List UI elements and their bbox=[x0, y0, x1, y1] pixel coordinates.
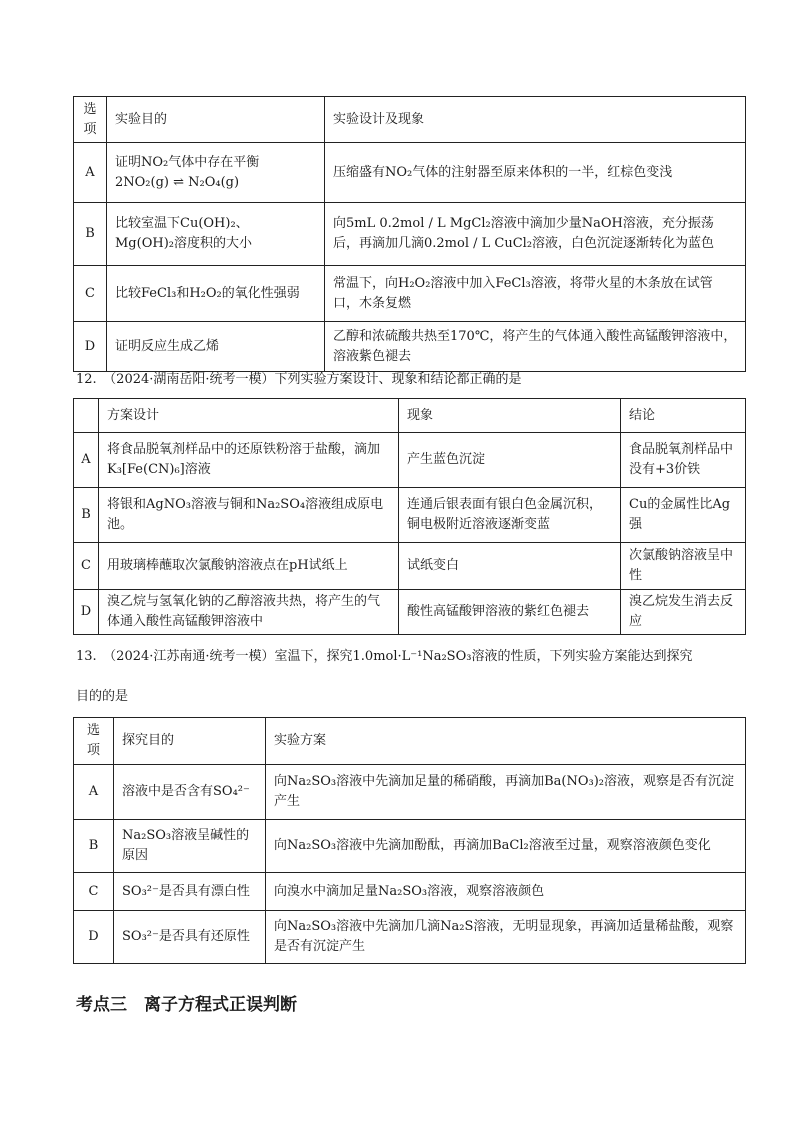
header-option bbox=[74, 399, 99, 433]
table-row bbox=[74, 266, 746, 322]
design-cell: 将银和AgNO₃溶液与铜和Na₂SO₄溶液组成原电池。 bbox=[99, 488, 399, 543]
option-label: A bbox=[74, 765, 114, 820]
header-purpose: 实验目的 bbox=[107, 97, 325, 143]
header-option: 选 项 bbox=[74, 718, 114, 765]
purpose-cell: 证明反应生成乙烯 bbox=[107, 322, 325, 372]
conclusion-cell: Cu的金属性比Ag强 bbox=[621, 488, 746, 543]
table-header-row bbox=[74, 97, 746, 143]
experiment-table-3 bbox=[73, 717, 746, 964]
header-purpose: 探究目的 bbox=[114, 718, 266, 765]
table-header-row bbox=[74, 718, 746, 765]
option-label: C bbox=[74, 543, 99, 590]
option-label: A bbox=[74, 143, 107, 203]
design-cell: 溴乙烷与氢氧化钠的乙醇溶液共热，将产生的气体通入酸性高锰酸钾溶液中 bbox=[99, 590, 399, 635]
purpose-cell: Na₂SO₃溶液呈碱性的原因 bbox=[114, 820, 266, 873]
option-label: B bbox=[74, 820, 114, 873]
header-phenomenon: 现象 bbox=[399, 399, 621, 433]
plan-cell: 向Na₂SO₃溶液中先滴加酚酞，再滴加BaCl₂溶液至过量，观察溶液颜色变化 bbox=[266, 820, 746, 873]
section-heading: 考点三 离子方程式正误判断 bbox=[76, 995, 297, 1015]
header-option: 选 项 bbox=[74, 97, 107, 143]
purpose-cell: 证明NO₂气体中存在平衡 2NO₂(g) ⇌ N₂O₄(g) bbox=[107, 143, 325, 203]
design-cell: 向5mL 0.2mol / L MgCl₂溶液中滴加少量NaOH溶液，充分振荡后，再滴加几滴0.2mol / L CuCl₂溶液，白色沉淀逐渐转化为蓝色 bbox=[325, 203, 746, 266]
header-conclusion: 结论 bbox=[621, 399, 746, 433]
option-label: D bbox=[74, 590, 99, 635]
header-design: 方案设计 bbox=[99, 399, 399, 433]
table-row bbox=[74, 820, 746, 873]
option-label: C bbox=[74, 873, 114, 911]
purpose-cell: 溶液中是否含有SO₄²⁻ bbox=[114, 765, 266, 820]
table-row bbox=[74, 143, 746, 203]
option-label: D bbox=[74, 322, 107, 372]
table-row bbox=[74, 873, 746, 911]
table-row bbox=[74, 911, 746, 964]
table-header-row bbox=[74, 399, 746, 433]
design-cell: 乙醇和浓硫酸共热至170℃，将产生的气体通入酸性高锰酸钾溶液中，溶液紫色褪去 bbox=[325, 322, 746, 372]
question-12-stem: 12. （2024·湖南岳阳·统考一模）下列实验方案设计、现象和结论都正确的是 bbox=[76, 372, 522, 387]
phenomenon-cell: 产生蓝色沉淀 bbox=[399, 433, 621, 488]
conclusion-cell: 次氯酸钠溶液呈中性 bbox=[621, 543, 746, 590]
conclusion-cell: 溴乙烷发生消去反应 bbox=[621, 590, 746, 635]
table-row bbox=[74, 322, 746, 372]
design-cell: 压缩盛有NO₂气体的注射器至原来体积的一半，红棕色变浅 bbox=[325, 143, 746, 203]
experiment-table-2 bbox=[73, 398, 746, 635]
phenomenon-cell: 连通后银表面有银白色金属沉积，铜电极附近溶液逐渐变蓝 bbox=[399, 488, 621, 543]
table-row bbox=[74, 765, 746, 820]
option-label: D bbox=[74, 911, 114, 964]
option-label: B bbox=[74, 488, 99, 543]
table-row bbox=[74, 488, 746, 543]
design-cell: 常温下，向H₂O₂溶液中加入FeCl₃溶液，将带火星的木条放在试管口，木条复燃 bbox=[325, 266, 746, 322]
design-cell: 用玻璃棒蘸取次氯酸钠溶液点在pH试纸上 bbox=[99, 543, 399, 590]
table-row bbox=[74, 433, 746, 488]
option-label: B bbox=[74, 203, 107, 266]
design-cell: 将食品脱氧剂样品中的还原铁粉溶于盐酸，滴加K₃[Fe(CN)₆]溶液 bbox=[99, 433, 399, 488]
conclusion-cell: 食品脱氧剂样品中没有+3价铁 bbox=[621, 433, 746, 488]
plan-cell: 向Na₂SO₃溶液中先滴加几滴Na₂S溶液，无明显现象，再滴加适量稀盐酸，观察是否有沉淀产生 bbox=[266, 911, 746, 964]
table-row bbox=[74, 203, 746, 266]
phenomenon-cell: 试纸变白 bbox=[399, 543, 621, 590]
plan-cell: 向Na₂SO₃溶液中先滴加足量的稀硝酸，再滴加Ba(NO₃)₂溶液，观察是否有沉淀产生 bbox=[266, 765, 746, 820]
phenomenon-cell: 酸性高锰酸钾溶液的紫红色褪去 bbox=[399, 590, 621, 635]
purpose-cell: SO₃²⁻是否具有漂白性 bbox=[114, 873, 266, 911]
purpose-cell: SO₃²⁻是否具有还原性 bbox=[114, 911, 266, 964]
header-plan: 实验方案 bbox=[266, 718, 746, 765]
option-label: C bbox=[74, 266, 107, 322]
purpose-cell: 比较室温下Cu(OH)₂、 Mg(OH)₂溶度积的大小 bbox=[107, 203, 325, 266]
option-label: A bbox=[74, 433, 99, 488]
question-13-stem-continued: 目的的是 bbox=[76, 689, 129, 704]
purpose-cell: 比较FeCl₃和H₂O₂的氧化性强弱 bbox=[107, 266, 325, 322]
question-13-stem: 13. （2024·江苏南通·统考一模）室温下，探究1.0mol·L⁻¹Na₂SO₃溶液的性质，下列实验方案能达到探究 bbox=[76, 649, 693, 664]
plan-cell: 向溴水中滴加足量Na₂SO₃溶液，观察溶液颜色 bbox=[266, 873, 746, 911]
header-design: 实验设计及现象 bbox=[325, 97, 746, 143]
experiment-table-1 bbox=[73, 96, 746, 372]
table-row bbox=[74, 590, 746, 635]
table-row bbox=[74, 543, 746, 590]
